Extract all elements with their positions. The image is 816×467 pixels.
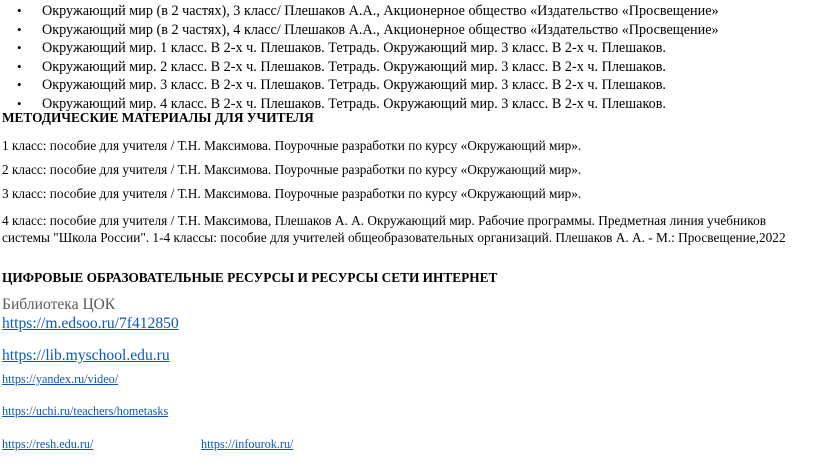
bullet: •: [17, 77, 22, 93]
textbook-item: Окружающий мир. 3 класс. В 2-х ч. Плешаков. Тетрадь. Окружающий мир. 3 класс. В 2-х ч. Плешаков.: [42, 77, 666, 94]
link-cok[interactable]: https://m.edsoo.ru/7f412850: [2, 315, 179, 332]
list-item: [0, 39, 719, 58]
methodical-item-3: 3 класс: пособие для учителя / Т.Н. Максимова. Поурочные разработки по курсу «Окружающий мир».: [2, 186, 582, 201]
bullet: •: [17, 3, 22, 18]
bullet: •: [17, 21, 22, 37]
list-item: [0, 58, 719, 77]
textbook-item: Окружающий мир. 2 класс. В 2-х ч. Плешаков. Тетрадь. Окружающий мир. 3 класс. В 2-х ч. Плешаков.: [42, 58, 666, 75]
textbook-item: Окружающий мир (в 2 частях), 3 класс/ Плешаков А.А., Акционерное общество «Издательство «Просвещение»: [42, 3, 719, 19]
list-item: [0, 2, 719, 21]
list-item: [0, 21, 719, 40]
methodical-heading: МЕТОДИЧЕСКИЕ МАТЕРИАЛЫ ДЛЯ УЧИТЕЛЯ: [2, 110, 314, 125]
bullet: •: [17, 58, 22, 74]
bullet: •: [17, 40, 22, 56]
bullet: •: [17, 95, 22, 111]
digital-heading: ЦИФРОВЫЕ ОБРАЗОВАТЕЛЬНЫЕ РЕСУРСЫ И РЕСУРСЫ СЕТИ ИНТЕРНЕТ: [2, 270, 498, 285]
textbook-list: [0, 2, 719, 114]
link-resh[interactable]: https://resh.edu.ru/: [2, 437, 94, 451]
textbook-item: Окружающий мир (в 2 частях), 4 класс/ Плешаков А.А., Акционерное общество «Издательство «Просвещение»: [42, 21, 719, 38]
link-myschool[interactable]: https://lib.myschool.edu.ru: [2, 347, 170, 364]
link-infourok[interactable]: https://infourok.ru/: [201, 437, 294, 451]
methodical-item-1: 1 класс: пособие для учителя / Т.Н. Максимова. Поурочные разработки по курсу «Окружающий мир».: [2, 138, 582, 153]
list-item: [0, 76, 719, 95]
textbook-item: Окружающий мир. 4 класс. В 2-х ч. Плешаков. Тетрадь. Окружающий мир. 3 класс. В 2-х ч. Плешаков.: [42, 95, 666, 112]
methodical-item-4: 4 класс: пособие для учителя / Т.Н. Максимова, Плешаков А. А. Окружающий мир. Рабочие программы. Предметная линия учебников системы "Школа России". 1-4 классы: пособие для учителей общеобразовательных организаций. Плешаков А. А. - М.: Просвещение,2022: [2, 213, 786, 245]
library-label: Библиотека ЦОК: [2, 296, 116, 313]
link-uchi[interactable]: https://uchi.ru/teachers/hometasks: [2, 404, 169, 418]
methodical-item-2: 2 класс: пособие для учителя / Т.Н. Максимова. Поурочные разработки по курсу «Окружающий мир».: [2, 162, 582, 177]
link-yandex[interactable]: https://yandex.ru/video/: [2, 372, 119, 386]
textbook-item: Окружающий мир. 1 класс. В 2-х ч. Плешаков. Тетрадь. Окружающий мир. 3 класс. В 2-х ч. Плешаков.: [42, 40, 666, 57]
